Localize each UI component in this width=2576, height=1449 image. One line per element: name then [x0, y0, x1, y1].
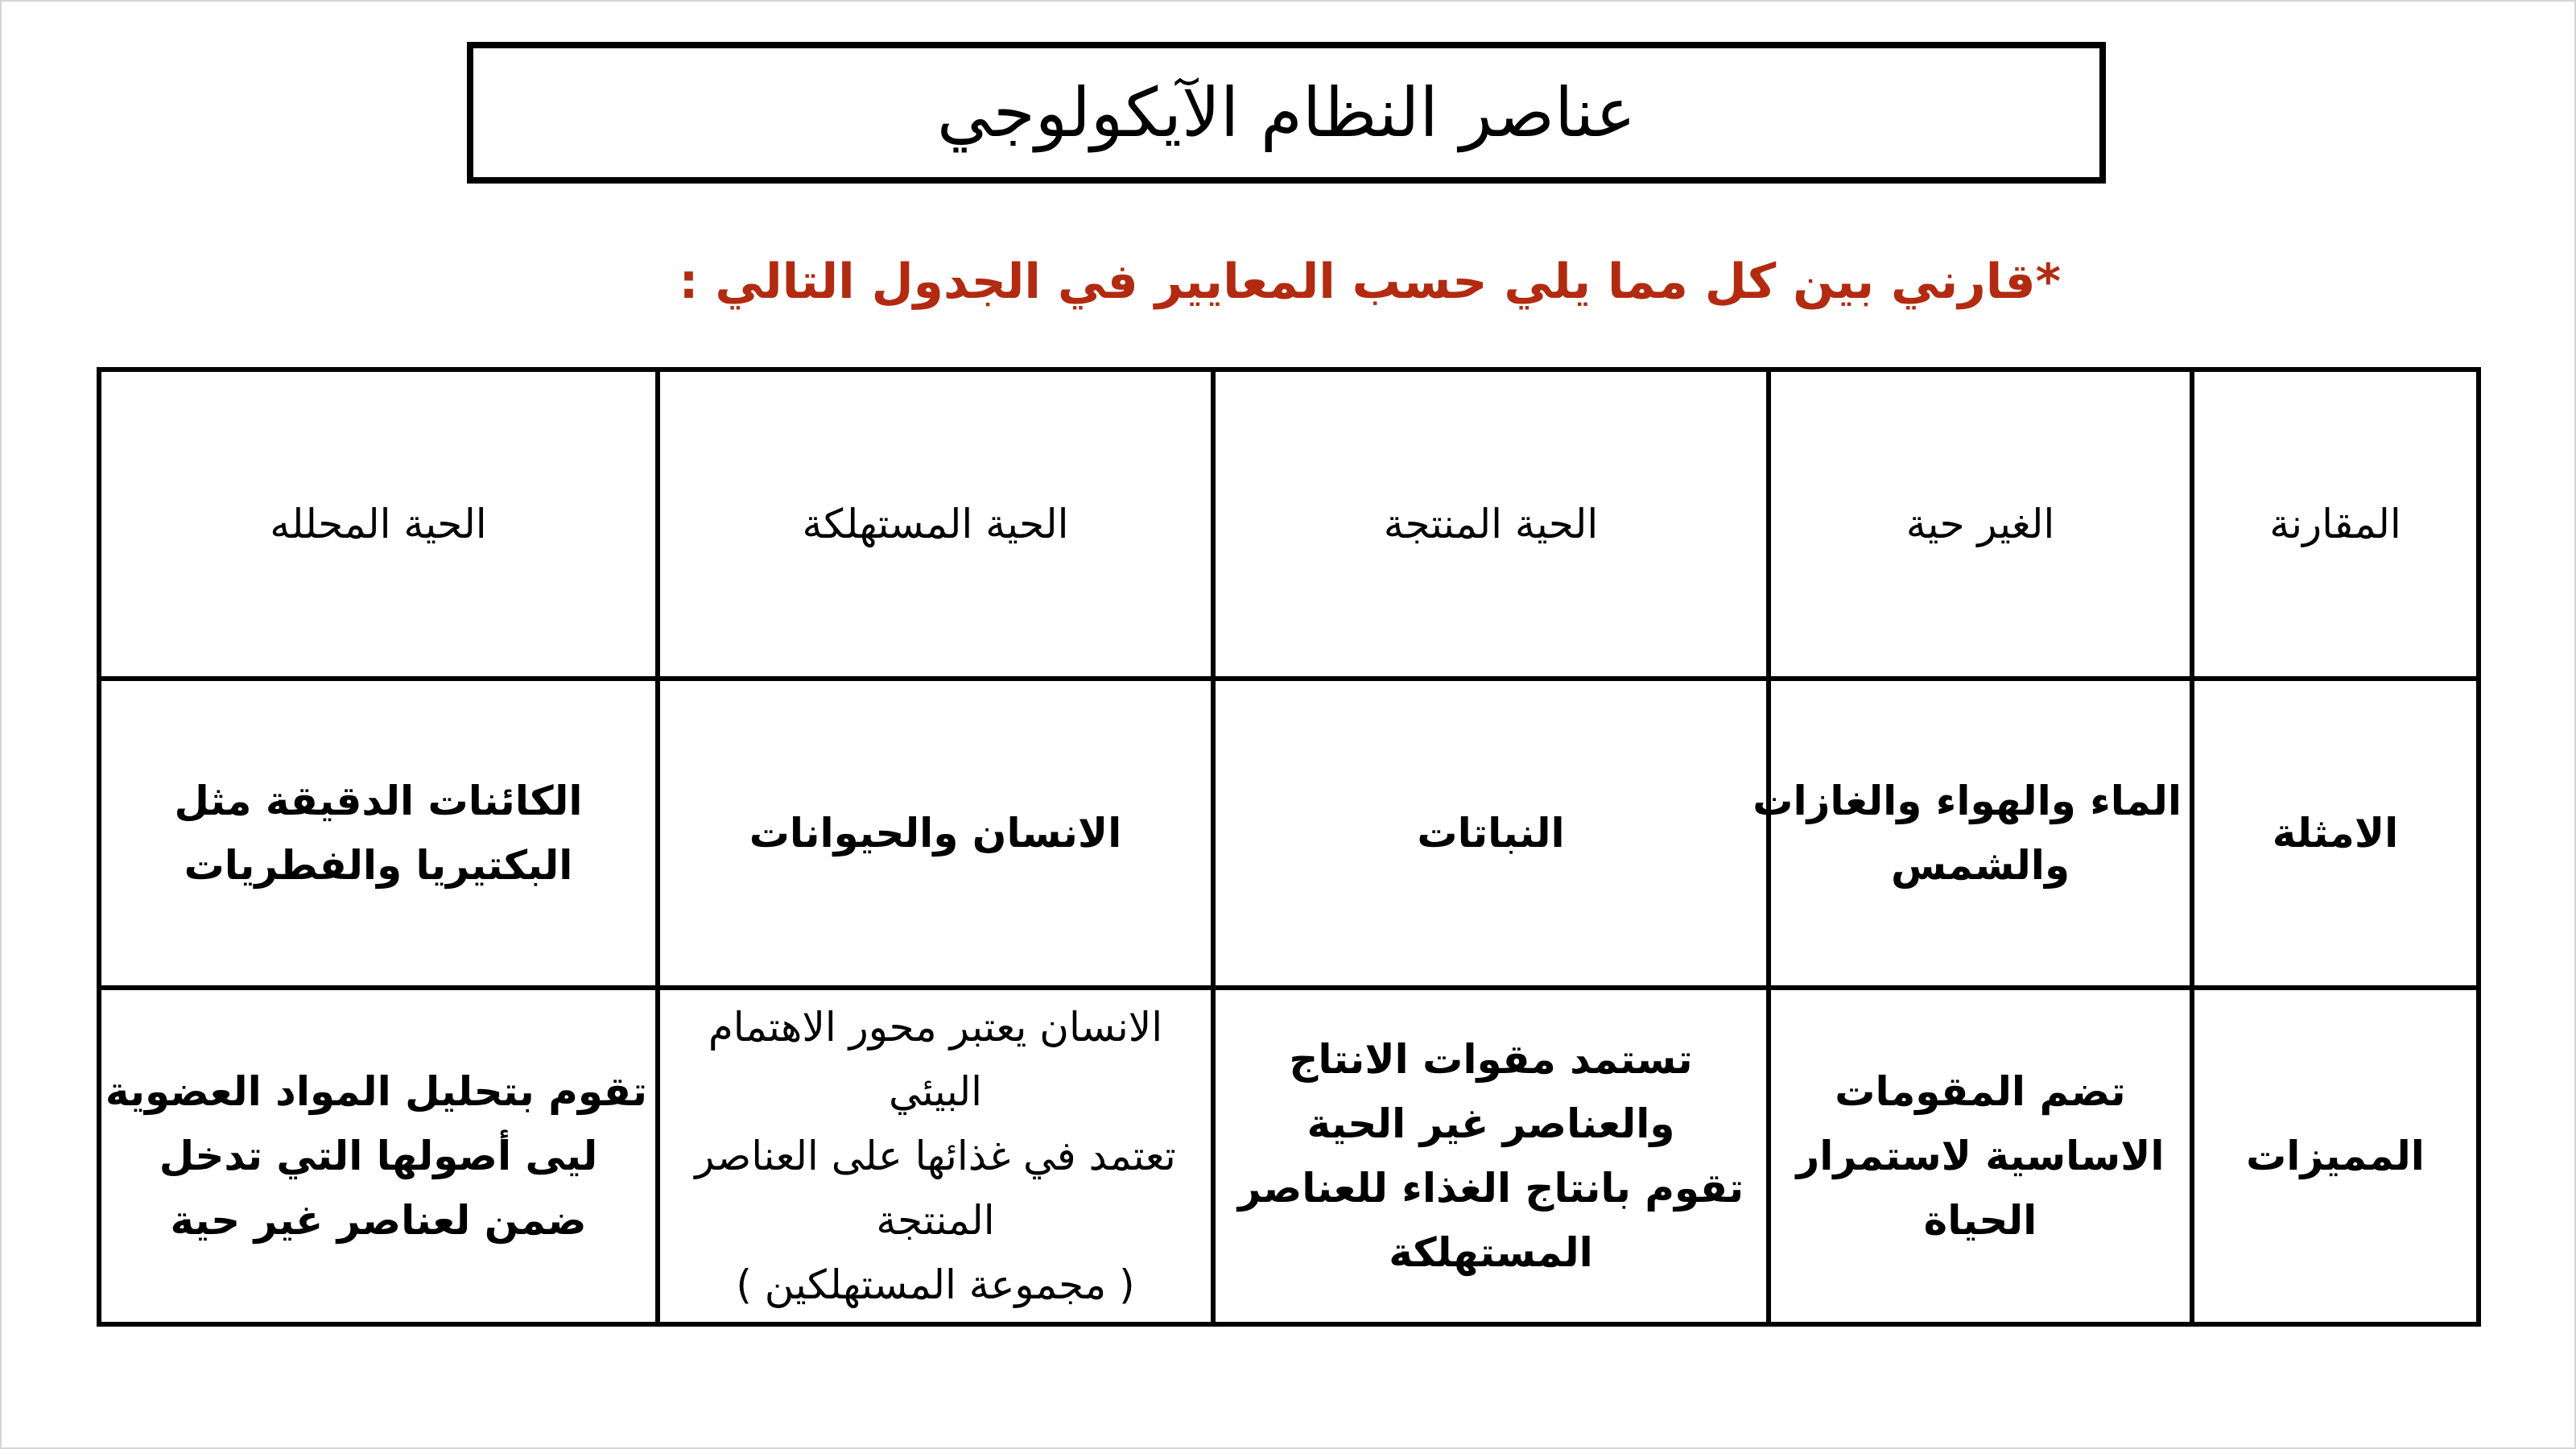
- page-title: عناصر النظام الآيكولوجي: [936, 73, 1637, 152]
- cell-line: الانسان يعتبر محور الاهتمام: [708, 1004, 1163, 1051]
- table-header-row: [99, 369, 2479, 679]
- cell-line: الحياة: [1923, 1197, 2037, 1244]
- cell-line: المنتجة: [876, 1197, 995, 1244]
- cell-line: البيئي: [888, 1068, 983, 1115]
- cell-line: ضمن لعناصر غير حية: [170, 1197, 587, 1244]
- cell-line: تعتمد في غذائها على العناصر: [695, 1133, 1176, 1179]
- table-row-examples: [99, 679, 2479, 988]
- instruction-text: *قارني بين كل مما يلي حسب المعايير في الجدول التالي :: [679, 254, 2061, 310]
- cell-line: النباتات: [1417, 810, 1565, 857]
- cell-line: والعناصر غير الحية: [1307, 1100, 1675, 1147]
- cell-line: والشمس: [1890, 842, 2070, 889]
- cell-line: المستهلكة: [1389, 1229, 1593, 1276]
- header-cell-abiotic: الغير حية: [1769, 369, 2192, 679]
- examples-abiotic-cell: [1752, 679, 2192, 988]
- examples-consumers-cell: [658, 679, 1213, 988]
- cell-line: تقوم بتحليل المواد العضوية: [105, 1068, 647, 1115]
- cell-line: الاساسية لاستمرار: [1796, 1133, 2165, 1179]
- cell-line: تقوم بانتاج الغذاء للعناصر: [1237, 1165, 1744, 1212]
- title-box: [467, 42, 2106, 184]
- cell-line: الانسان والحيوانات: [749, 810, 1122, 857]
- cell-line: الكائنات الدقيقة مثل: [174, 778, 583, 824]
- row-label-features: المميزات: [2192, 988, 2479, 1324]
- cell-line: الماء والهواء والغازات: [1752, 778, 2182, 824]
- features-decomposers-cell: [99, 988, 658, 1324]
- cell-line: ( مجموعة المستهلكين ): [736, 1261, 1135, 1308]
- cell-line: ليى أصولها التي تدخل: [159, 1133, 598, 1179]
- header-cell-comparison: المقارنة: [2192, 369, 2479, 679]
- header-cell-producers: الحية المنتجة: [1213, 369, 1769, 679]
- comparison-table: [97, 367, 2481, 1327]
- table-row-features: [99, 988, 2479, 1324]
- features-abiotic-cell: [1769, 988, 2192, 1324]
- examples-decomposers-cell: [99, 679, 658, 988]
- features-consumers-cell: [658, 988, 1213, 1324]
- row-label-examples: الامثلة: [2192, 679, 2479, 988]
- examples-producers-cell: [1213, 679, 1769, 988]
- cell-line: تستمد مقوات الانتاج: [1289, 1036, 1693, 1083]
- header-cell-decomposers: الحية المحلله: [99, 369, 658, 679]
- features-producers-cell: [1213, 988, 1769, 1324]
- cell-line: تضم المقومات: [1835, 1068, 2126, 1115]
- cell-line: البكتيريا والفطريات: [184, 842, 573, 889]
- header-cell-consumers: الحية المستهلكة: [658, 369, 1213, 679]
